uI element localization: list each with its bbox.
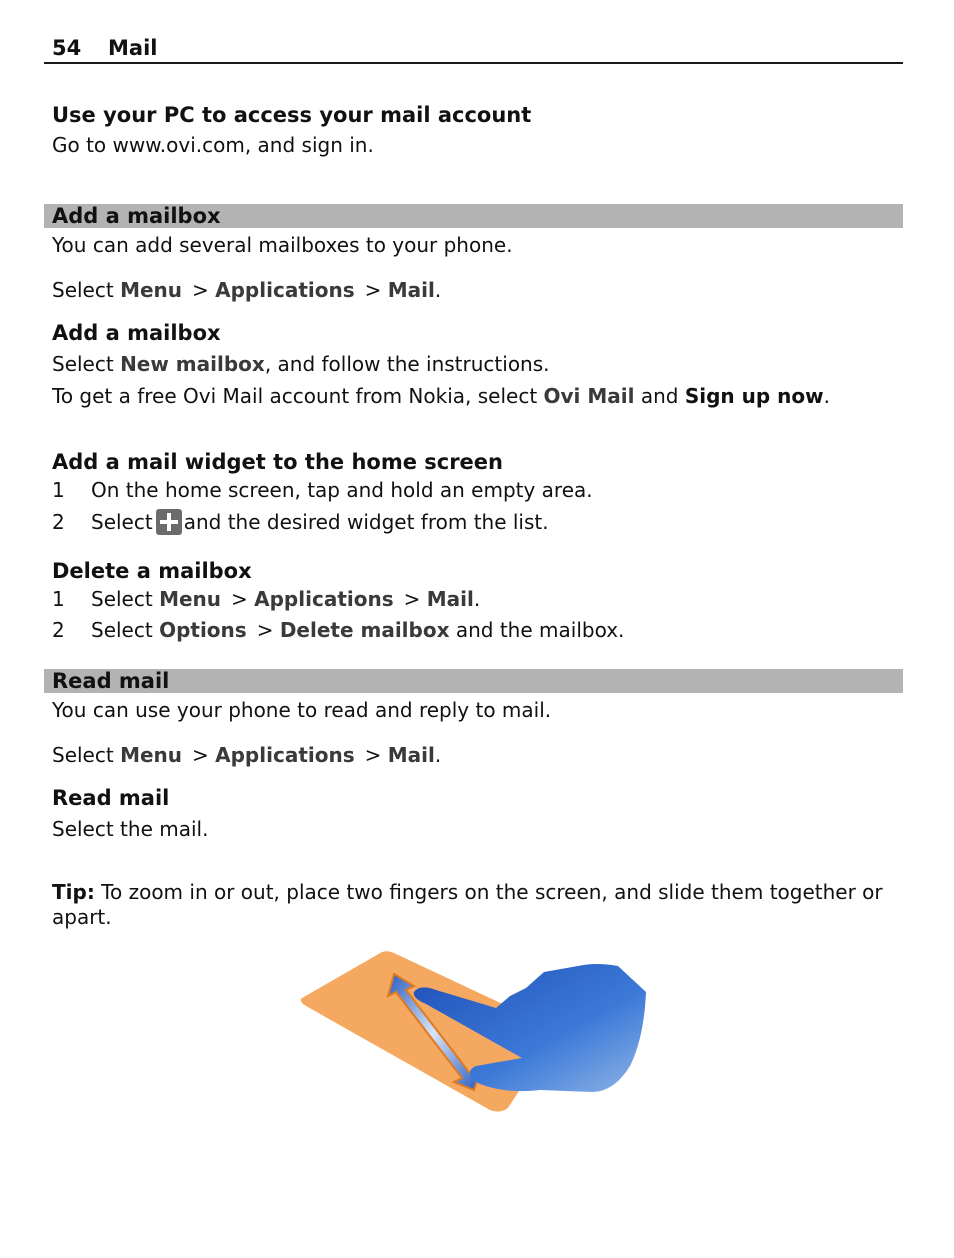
add-mailbox-line1 (52, 351, 550, 377)
path-sep: > (231, 587, 248, 611)
tip-label: Tip: (52, 880, 95, 904)
widget-heading: Add a mail widget to the home screen (52, 450, 503, 474)
section-title: Add a mailbox (52, 204, 221, 228)
line-and: and (640, 384, 679, 408)
pinch-zoom-illustration (296, 948, 656, 1118)
read-mail-subheading: Read mail (52, 786, 170, 810)
path-select: Select (52, 278, 114, 302)
path-sep: > (192, 278, 209, 302)
path-menu: Menu (120, 743, 183, 767)
step-number: 2 (52, 618, 65, 642)
tip-text: To zoom in or out, place two fingers on the screen, and slide them together or apart. (52, 880, 883, 929)
read-mail-path (52, 742, 441, 768)
tip-paragraph (52, 880, 892, 930)
path-select: Select (52, 743, 114, 767)
page-title: Mail (108, 36, 158, 60)
path-applications: Applications (215, 278, 355, 302)
add-mailbox-path (52, 277, 441, 303)
path-menu: Menu (159, 587, 222, 611)
path-applications: Applications (215, 743, 355, 767)
line-end: . (823, 384, 830, 408)
step-select: Select (91, 618, 153, 642)
read-mail-text: Select the mail. (52, 817, 209, 841)
sign-up-label: Sign up now (684, 384, 824, 408)
add-mailbox-line2 (52, 383, 830, 409)
path-sep: > (364, 278, 382, 302)
read-mail-intro: You can use your phone to read and reply to mail. (52, 698, 552, 722)
delete-heading: Delete a mailbox (52, 559, 252, 583)
add-plus-icon (156, 509, 182, 535)
delete-step-2 (91, 617, 624, 643)
pc-access-heading: Use your PC to access your mail account (52, 103, 532, 127)
line-pre: To get a free Ovi Mail account from Nokia, select (52, 384, 538, 408)
delete-mailbox-label: Delete mailbox (279, 618, 450, 642)
path-applications: Applications (254, 587, 394, 611)
section-band-add-mailbox (44, 204, 903, 228)
section-band-read-mail (44, 669, 903, 693)
path-sep: > (256, 618, 274, 642)
add-mailbox-intro: You can add several mailboxes to your phone. (52, 233, 513, 257)
path-end: . (473, 587, 481, 611)
step-number: 2 (52, 510, 65, 534)
path-mail: Mail (387, 743, 435, 767)
delete-step-1 (91, 586, 480, 612)
ovi-mail-label: Ovi Mail (543, 384, 635, 408)
step-number: 1 (52, 478, 65, 502)
section-title: Read mail (52, 669, 170, 693)
path-mail: Mail (387, 278, 435, 302)
add-mailbox-subheading: Add a mailbox (52, 321, 221, 345)
path-end: . (434, 743, 442, 767)
page-number: 54 (52, 36, 82, 60)
step-select: Select (91, 587, 153, 611)
pc-access-text: Go to www.ovi.com, and sign in. (52, 133, 374, 157)
step-select: Select (91, 510, 153, 534)
options-label: Options (159, 618, 247, 642)
step-number: 1 (52, 587, 65, 611)
step-rest: and the mailbox. (455, 618, 625, 642)
widget-step-1: On the home screen, tap and hold an empty area. (91, 478, 593, 502)
path-sep: > (192, 743, 209, 767)
page-header (44, 34, 903, 64)
path-sep: > (403, 587, 421, 611)
new-mailbox-label: New mailbox (120, 352, 265, 376)
path-menu: Menu (120, 278, 183, 302)
path-mail: Mail (426, 587, 474, 611)
widget-step-2 (91, 509, 549, 535)
line-select: Select (52, 352, 114, 376)
path-end: . (434, 278, 442, 302)
path-sep: > (364, 743, 382, 767)
step-rest: and the desired widget from the list. (183, 510, 549, 534)
line-rest: , and follow the instructions. (264, 352, 550, 376)
